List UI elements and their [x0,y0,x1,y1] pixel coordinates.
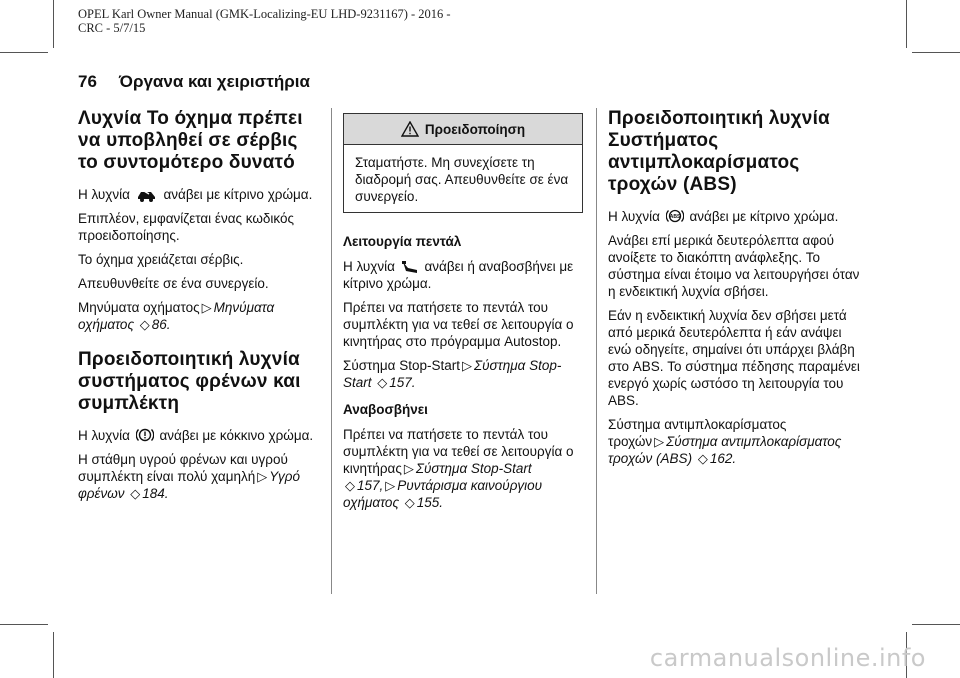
paragraph: Το όχημα χρειάζεται σέρβις. [78,252,244,267]
paragraph: Η λυχνία ABS ανάβει με κίτρινο χρώμα. [608,209,839,224]
paragraph: Ανάβει επί μερικά δευτερόλεπτα αφού ανοίξετε το διακόπτη ανάφλεξης. Το σύστημα είναι έτοιμο να λειτουργήσει όταν η ενδεικτική λυχνία σβήσει. [608,233,860,299]
page-reference-arrow-icon: ◇ [377,375,388,390]
page-reference[interactable]: 155. [416,495,444,510]
column-divider [596,108,597,594]
document-header [78,7,451,35]
section-title-service-lamp: Λυχνία Το όχημα πρέπει να υποβληθεί σε σέρβις το συντομότερο δυνατό [78,108,303,173]
abs-warning-icon [666,208,684,224]
cross-reference-link[interactable]: Σύστημα αντιμπλοκαρίσματος τροχών (ABS) [608,434,842,466]
page-heading [78,72,310,92]
paragraph: Σύστημα αντιμπλοκαρίσματος τροχών ▷ Σύστημα αντιμπλοκαρίσματος τροχών (ABS) ◇ 162. [608,417,842,466]
chapter-title: Όργανα και χειριστήρια [118,72,310,91]
cross-reference-arrow-icon: ▷ [257,469,268,484]
warning-text: Σταματήστε. Μη συνεχίσετε τη διαδρομή σας. Απευθυνθείτε σε ένα συνεργείο. [355,155,569,204]
crop-mark [53,0,54,48]
crop-mark [53,632,54,678]
svg-text:ABS: ABS [669,214,680,220]
column-divider [331,108,332,594]
warning-box-header [344,114,582,145]
column-1 [78,108,318,509]
paragraph: Εάν η ενδεικτική λυχνία δεν σβήσει μετά από μερικά δευτερόλεπτα ή εάν ανάψει ενώ οδηγείτε, σημαίνει ότι υπάρχει βλάβη στο ABS. Το σύστημα πέδησης παραμένει ενεργό χωρίς ωστόσο τη λειτουργία του ABS. [608,308,860,408]
paragraph: Απευθυνθείτε σε ένα συνεργείο. [78,276,269,291]
page-reference-arrow-icon: ◇ [345,478,355,493]
clutch-pedal-icon [401,260,419,274]
section-title-abs-lamp: Προειδοποιητική λυχνία Συστήματος αντιμπλοκαρίσματος τροχών (ABS) [608,108,830,195]
warning-title: Προειδοποίηση [424,121,526,137]
cross-reference-arrow-icon: ▷ [462,358,473,373]
page-reference-arrow-icon: ◇ [697,451,708,466]
crop-mark [912,624,960,625]
page-reference[interactable]: 157, [357,478,384,493]
page-number: 76 [78,72,97,91]
watermark: carmanualsonline.info [649,644,926,672]
service-wrench-car-icon [136,188,158,202]
section-title-flashing: Αναβοσβήνει [343,402,428,417]
page-reference-arrow-icon: ◇ [139,317,150,332]
paragraph: Μηνύματα οχήματος ▷ Μηνύματα οχήματος ◇ 86. [78,300,275,332]
crop-mark [0,52,48,53]
paragraph: Η λυχνία ανάβει με κίτρινο χρώμα. [78,187,313,202]
cross-reference-arrow-icon: ▷ [201,300,212,315]
cross-reference-link[interactable]: Υγρό φρένων [78,469,301,501]
warning-box-body [344,145,582,212]
warning-triangle-icon [401,121,419,137]
cross-reference-link[interactable]: Σύστημα Stop-Start [343,358,562,390]
page-reference[interactable]: 86. [151,317,171,332]
page-reference[interactable]: 162. [709,451,737,466]
paragraph: Πρέπει να πατήσετε το πεντάλ του συμπλέκτη για να τεθεί σε λειτουργία ο κινητήρας ▷ Σύστημα Stop-Start ◇ 157, ▷ Ρυντάρισμα καινούργιου οχήματος ◇ 155. [343,427,574,510]
section-title-pedal: Λειτουργία πεντάλ [343,234,462,249]
page-reference-arrow-icon: ◇ [130,486,141,501]
paragraph: Επιπλέον, εμφανίζεται ένας κωδικός προειδοποίησης. [78,211,294,243]
crop-mark [906,0,907,48]
cross-reference-link[interactable]: Ρυντάρισμα καινούργιου οχήματος [343,478,543,510]
cross-reference-arrow-icon: ▷ [654,434,665,449]
section-title-brake-lamp: Προειδοποιητική λυχνία συστήματος φρένων και συμπλέκτη [78,349,301,414]
warning-box [343,113,583,213]
crop-mark [0,624,48,625]
cross-reference-link[interactable]: Σύστημα Stop-Start [415,461,532,476]
column-2 [343,113,583,518]
brake-warning-icon [136,427,154,443]
page-reference[interactable]: 157. [389,375,416,390]
paragraph: Η λυχνία ανάβει ή αναβοσβήνει με κίτρινο χρώμα. [343,259,574,291]
paragraph: Σύστημα Stop-Start ▷ Σύστημα Stop-Start ◇ 157. [343,358,562,390]
document-header-line1: OPEL Karl Owner Manual (GMK-Localizing-EU LHD-9231167) - 2016 - [78,7,451,21]
column-3 [608,108,860,474]
paragraph: Η στάθμη υγρού φρένων και υγρού συμπλέκτη είναι πολύ χαμηλή ▷ Υγρό φρένων ◇ 184. [78,452,301,501]
paragraph: Η λυχνία ανάβει με κόκκινο χρώμα. [78,428,314,443]
page-reference[interactable]: 184. [142,486,169,501]
page-reference-arrow-icon: ◇ [404,495,415,510]
cross-reference-arrow-icon: ▷ [403,461,414,476]
cross-reference-arrow-icon: ▷ [385,478,396,493]
document-header-line2: CRC - 5/7/15 [78,21,146,35]
cross-reference-link[interactable]: Μηνύματα οχήματος [78,300,275,332]
crop-mark [912,52,960,53]
paragraph: Πρέπει να πατήσετε το πεντάλ του συμπλέκτη για να τεθεί σε λειτουργία ο κινητήρας στο πρόγραμμα Autostop. [343,300,574,349]
